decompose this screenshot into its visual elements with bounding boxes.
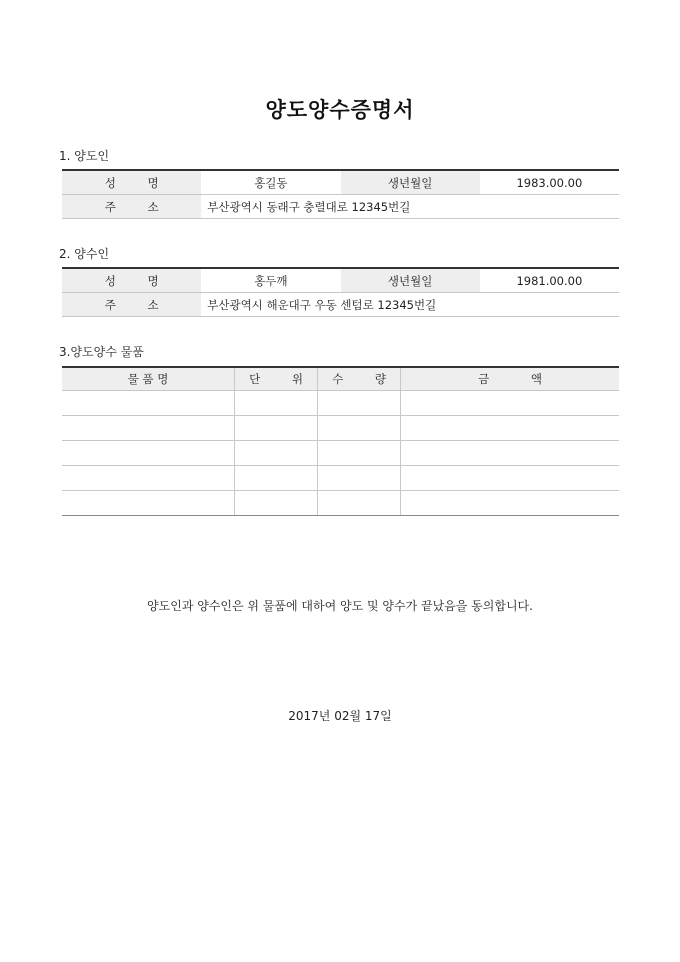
- seller-address-label: 주 소: [62, 195, 201, 219]
- cell-quantity: [318, 491, 401, 516]
- seller-table: [62, 169, 619, 219]
- cell-unit: [235, 466, 318, 491]
- seller-row-name: [62, 170, 619, 195]
- agreement-statement: 양도인과 양수인은 위 물품에 대하여 양도 및 양수가 끝났음을 동의합니다.: [147, 599, 533, 613]
- cell-amount: [401, 441, 620, 466]
- buyer-name-value: 홍두깨: [201, 268, 340, 293]
- cell-amount: [401, 391, 620, 416]
- table-row: [62, 391, 619, 416]
- header-amount: 금 액: [401, 367, 620, 391]
- cell-amount: [401, 416, 620, 441]
- buyer-birth-label: 생년월일: [341, 268, 480, 293]
- cell-item-name: [62, 466, 235, 491]
- cell-quantity: [318, 416, 401, 441]
- seller-address-value: 부산광역시 동래구 충렬대로 12345번길: [201, 195, 619, 219]
- seller-name-label: 성 명: [62, 170, 201, 195]
- buyer-name-label: 성 명: [62, 268, 201, 293]
- buyer-row-address: [62, 293, 619, 317]
- header-unit: 단 위: [235, 367, 318, 391]
- cell-item-name: [62, 491, 235, 516]
- items-section-label: 3.양도양수 물품: [59, 345, 144, 359]
- buyer-address-value: 부산광역시 해운대구 우동 센텀로 12345번길: [201, 293, 619, 317]
- document-title: 양도양수증명서: [265, 98, 415, 122]
- cell-amount: [401, 491, 620, 516]
- cell-quantity: [318, 391, 401, 416]
- buyer-section-label: 2. 양수인: [59, 247, 110, 261]
- seller-name-value: 홍길동: [201, 170, 340, 195]
- items-table: [62, 366, 619, 516]
- cell-unit: [235, 416, 318, 441]
- buyer-row-name: [62, 268, 619, 293]
- seller-section-label: 1. 양도인: [59, 149, 110, 163]
- seller-row-address: [62, 195, 619, 219]
- header-item-name: 물 품 명: [62, 367, 235, 391]
- buyer-address-label: 주 소: [62, 293, 201, 317]
- table-row: [62, 466, 619, 491]
- table-row: [62, 491, 619, 516]
- cell-unit: [235, 491, 318, 516]
- table-row: [62, 441, 619, 466]
- cell-item-name: [62, 441, 235, 466]
- cell-item-name: [62, 391, 235, 416]
- cell-unit: [235, 391, 318, 416]
- buyer-table: [62, 267, 619, 317]
- cell-unit: [235, 441, 318, 466]
- buyer-birth-value: 1981.00.00: [480, 268, 619, 293]
- cell-quantity: [318, 466, 401, 491]
- document-date: 2017년 02월 17일: [288, 709, 392, 723]
- seller-birth-label: 생년월일: [341, 170, 480, 195]
- cell-item-name: [62, 416, 235, 441]
- table-row: [62, 416, 619, 441]
- seller-birth-value: 1983.00.00: [480, 170, 619, 195]
- cell-amount: [401, 466, 620, 491]
- items-header-row: [62, 367, 619, 391]
- cell-quantity: [318, 441, 401, 466]
- header-quantity: 수 량: [318, 367, 401, 391]
